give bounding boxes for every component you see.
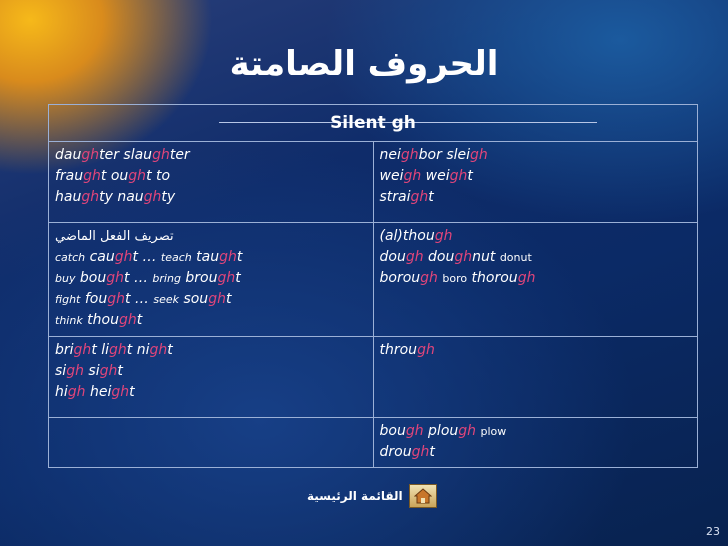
word-line — [55, 361, 367, 382]
word-line — [55, 166, 367, 187]
word-fragment: frau — [55, 168, 84, 185]
table-header-row — [49, 105, 698, 142]
row4-left-cell — [49, 417, 374, 467]
home-label[interactable]: القائمة الرئيسية — [307, 489, 403, 503]
row4-right-cell — [373, 417, 698, 467]
table-row — [49, 417, 698, 467]
word-fragment: t — [225, 290, 232, 307]
word-fragment: boro — [442, 271, 468, 285]
silent-gh-letters: gh — [118, 311, 137, 328]
silent-gh-letters: gh — [219, 248, 237, 265]
row3-right-cell — [373, 337, 698, 417]
word-fragment: wei — [421, 168, 450, 185]
word-fragment: t ou — [100, 168, 129, 185]
word-line — [380, 166, 692, 187]
word-fragment: dau — [55, 147, 82, 164]
silent-gh-letters: gh — [128, 168, 147, 185]
word-line — [55, 310, 367, 331]
silent-gh-letters: gh — [66, 363, 84, 380]
word-fragment: fight — [55, 292, 81, 306]
row1-left-cell — [49, 142, 374, 222]
row2-left-cell — [49, 222, 374, 337]
word-fragment: ter — [169, 147, 190, 164]
silent-gh-letters: gh — [405, 248, 424, 265]
word-fragment: sou — [179, 290, 209, 307]
silent-gh-letters: gh — [217, 269, 236, 286]
word-fragment: t — [136, 311, 143, 328]
word-fragment: plow — [480, 424, 507, 438]
word-fragment: throu — [379, 342, 418, 359]
word-line — [55, 382, 367, 403]
word-fragment: hi — [55, 384, 68, 401]
word-fragment: t — [167, 342, 173, 359]
word-fragment: ty nau — [99, 189, 144, 206]
silent-gh-letters: gh — [400, 147, 419, 164]
word-fragment: t — [235, 269, 241, 286]
word-line — [380, 226, 692, 247]
word-fragment: t … — [124, 290, 154, 307]
slide-title: الحروف الصامتة — [229, 44, 499, 84]
word-fragment: hei — [85, 384, 112, 401]
word-fragment: dou — [423, 248, 455, 265]
word-line — [380, 442, 692, 463]
silent-gh-letters: gh — [109, 342, 127, 359]
word-fragment: drou — [379, 443, 412, 460]
row3-left-cell — [49, 337, 374, 417]
word-fragment: bring — [152, 271, 181, 285]
silent-gh-letters: gh — [454, 248, 473, 265]
word-fragment: t — [236, 248, 243, 265]
past-tense-heading: تصريف الفعل الماضي — [55, 228, 174, 244]
word-fragment: dou — [379, 248, 406, 265]
silent-gh-letters: gh — [434, 227, 453, 244]
word-fragment: hau — [55, 189, 82, 206]
word-line — [55, 268, 367, 289]
word-fragment: t … — [124, 269, 153, 286]
table-header-text: Silent gh — [330, 112, 416, 133]
word-fragment: t — [428, 189, 434, 206]
word-fragment: plou — [423, 422, 459, 439]
word-line — [380, 187, 692, 208]
word-fragment: teach — [160, 250, 192, 264]
word-fragment: t ni — [126, 342, 150, 359]
silent-gh-letters: gh — [417, 342, 435, 359]
word-fragment: bou — [75, 269, 107, 286]
silent-gh-letters: gh — [458, 422, 477, 439]
word-fragment: strai — [379, 189, 411, 206]
word-fragment: t li — [91, 342, 110, 359]
word-fragment: bor slei — [418, 147, 471, 164]
table-row — [49, 337, 698, 417]
word-line — [380, 421, 692, 442]
silent-gh-letters: gh — [208, 290, 226, 307]
table-row — [49, 142, 698, 222]
silent-gh-table — [48, 104, 698, 468]
word-line — [380, 340, 692, 361]
silent-gh-letters: gh — [143, 189, 162, 206]
word-fragment: catch — [55, 250, 86, 264]
silent-gh-letters: gh — [73, 342, 92, 359]
silent-gh-letters: gh — [67, 384, 86, 401]
word-fragment: seek — [153, 292, 179, 306]
word-fragment: nei — [379, 147, 401, 164]
word-fragment: buy — [55, 271, 76, 285]
row1-right-cell — [373, 142, 698, 222]
silent-gh-letters: gh — [420, 269, 438, 286]
home-link[interactable] — [307, 484, 437, 508]
silent-gh-letters: gh — [470, 147, 488, 164]
page-number: 23 — [706, 525, 720, 538]
silent-gh-letters: gh — [410, 189, 429, 206]
silent-gh-letters: gh — [149, 342, 168, 359]
silent-gh-letters: gh — [111, 384, 130, 401]
silent-gh-letters: gh — [107, 290, 125, 307]
word-fragment: si — [55, 363, 67, 380]
word-fragment: fou — [80, 290, 108, 307]
silent-gh-letters: gh — [83, 168, 101, 185]
silent-gh-letters: gh — [114, 248, 133, 265]
home-icon[interactable] — [409, 484, 437, 508]
silent-gh-letters: gh — [152, 147, 170, 164]
word-line — [55, 289, 367, 310]
silent-gh-letters: gh — [403, 168, 422, 185]
silent-gh-letters: gh — [81, 147, 100, 164]
word-fragment: cau — [85, 248, 115, 265]
word-fragment: t — [129, 384, 135, 401]
word-line — [55, 247, 367, 268]
silent-gh-letters: gh — [405, 422, 424, 439]
word-fragment: t — [117, 363, 123, 380]
word-fragment: bri — [55, 342, 74, 359]
word-fragment: t — [467, 168, 473, 185]
silent-gh-letters: gh — [449, 168, 468, 185]
word-fragment: ty — [161, 189, 176, 206]
word-line — [380, 247, 692, 268]
table-row — [49, 222, 698, 337]
word-fragment: ter slau — [99, 147, 153, 164]
silent-gh-letters: gh — [517, 269, 536, 286]
word-fragment: tau — [191, 248, 220, 265]
word-fragment: borou — [379, 269, 421, 286]
word-line — [55, 145, 367, 166]
silent-gh-letters: gh — [81, 189, 100, 206]
word-fragment: brou — [180, 269, 218, 286]
silent-gh-letters: gh — [99, 363, 118, 380]
word-fragment: (al)thou — [379, 227, 435, 244]
word-fragment: donut — [499, 250, 532, 264]
row2-right-cell — [373, 222, 698, 337]
word-fragment: thorou — [467, 269, 518, 286]
word-line — [55, 187, 367, 208]
word-fragment: think — [55, 313, 83, 327]
silent-gh-letters: gh — [106, 269, 125, 286]
word-fragment: wei — [379, 168, 404, 185]
word-line — [380, 145, 692, 166]
word-line — [380, 268, 692, 289]
word-fragment: t to — [146, 168, 171, 185]
word-line — [55, 340, 367, 361]
word-fragment: t … — [132, 248, 161, 265]
word-fragment: nut — [472, 248, 500, 265]
word-fragment: bou — [379, 422, 406, 439]
word-fragment: t — [429, 443, 435, 460]
word-fragment: thou — [82, 311, 119, 328]
table-header-cell — [49, 105, 698, 142]
silent-gh-letters: gh — [411, 443, 430, 460]
word-fragment: si — [83, 363, 100, 380]
